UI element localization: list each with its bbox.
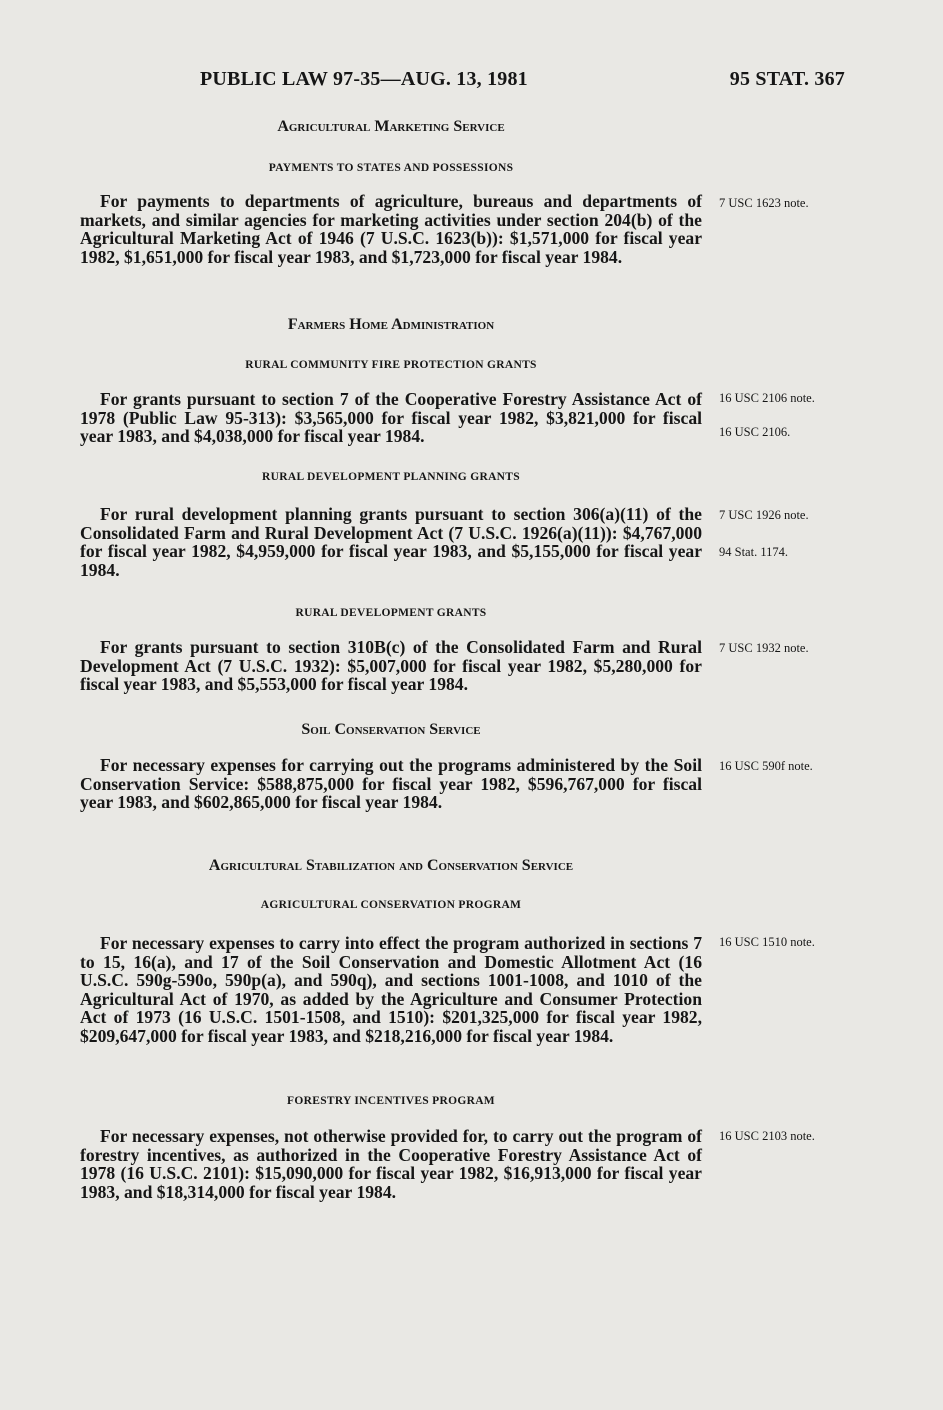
paragraph-planning-grants: For rural development planning grants pursuant to section 306(a)(11) of the Consolidated Farm and Rural Development Act (7 U.S.C. 1926(a)(11)): $4,767,000 for fiscal year 1982, $4,959,000 for fiscal year 1983, and $5,155,000 for fiscal year 1984. [80, 504, 702, 580]
paragraph-conservation-program: For necessary expenses to carry into effect the program authorized in sections 7 to 15, 16(a), and 17 of the Soil Conservation and Domestic Allotment Act (16 U.S.C. 590g-590o, 590p(a), and 590q), and sections 1001-1008, and 1010 of the Agricultural Act of 1970, as added by the Agriculture and Consumer Protection Act of 1973 (16 U.S.C. 1501-1508, and 1510): $201,325,000 for fiscal year 1982, $209,647,000 for fiscal year 1983, and $218,216,000 for fiscal year 1984. [80, 933, 702, 1046]
margin-note-fire-protection-b: 16 USC 2106. [719, 425, 791, 439]
paragraph-fire-protection: For grants pursuant to section 7 of the Cooperative Forestry Assistance Act of 1978 (Public Law 95-313): $3,565,000 for fiscal year 1982, $3,821,000 for fiscal year 1983, and $4,038,000 for fiscal year 1984. [80, 389, 702, 447]
section-title-ams: Agricultural Marketing Service [277, 118, 505, 135]
section-title-ascs: Agricultural Stabilization and Conservation Service [208, 857, 574, 874]
subsection-title-fire-protection: RURAL COMMUNITY FIRE PROTECTION GRANTS [245, 359, 537, 371]
subsection-title-forestry-incentives: FORESTRY INCENTIVES PROGRAM [287, 1095, 495, 1107]
margin-note-fire-protection-a: 16 USC 2106 note. [719, 391, 815, 405]
margin-note-planning-grants-b: 94 Stat. 1174. [719, 545, 788, 559]
subsection-title-payments: PAYMENTS TO STATES AND POSSESSIONS [268, 162, 514, 174]
subsection-title-development-grants: RURAL DEVELOPMENT GRANTS [295, 607, 487, 619]
paragraph-forestry-incentives: For necessary expenses, not otherwise provided for, to carry out the program of forestry incentives, as authorized in the Cooperative Forestry Assistance Act of 1978 (16 U.S.C. 2101): $15,090,000 for fiscal year 1982, $16,913,000 for fiscal year 1983, and $18,314,000 for fiscal year 1984. [80, 1126, 702, 1202]
public-law-heading: PUBLIC LAW 97-35—AUG. 13, 1981 [200, 68, 528, 90]
margin-note-planning-grants-a: 7 USC 1926 note. [719, 508, 809, 522]
subsection-title-planning-grants: RURAL DEVELOPMENT PLANNING GRANTS [262, 471, 520, 483]
margin-note-development-grants: 7 USC 1932 note. [719, 641, 809, 655]
paragraph-scs: For necessary expenses for carrying out the programs administered by the Soil Conservation Service: $588,875,000 for fiscal year 1982, $596,767,000 for fiscal year 1983, and $602,865,000 for fiscal year 1984. [80, 755, 702, 813]
margin-note-payments: 7 USC 1623 note. [719, 196, 809, 210]
section-title-scs: Soil Conservation Service [301, 721, 481, 738]
margin-note-conservation-program: 16 USC 1510 note. [719, 935, 815, 949]
statute-page-number: 95 STAT. 367 [729, 68, 845, 90]
paragraph-payments: For payments to departments of agriculture, bureaus and departments of markets, and similar agencies for marketing activities under section 204(b) of the Agricultural Marketing Act of 1946 (7 U.S.C. 1623(b)): $1,571,000 for fiscal year 1982, $1,651,000 for fiscal year 1983, and $1,723,000 for fiscal year 1984. [80, 191, 702, 267]
subsection-title-conservation-program: AGRICULTURAL CONSERVATION PROGRAM [260, 899, 522, 911]
section-title-fmha: Farmers Home Administration [287, 316, 495, 333]
margin-note-scs: 16 USC 590f note. [719, 759, 813, 773]
margin-note-forestry-incentives: 16 USC 2103 note. [719, 1129, 815, 1143]
paragraph-development-grants: For grants pursuant to section 310B(c) of the Consolidated Farm and Rural Development Act (7 U.S.C. 1932): $5,007,000 for fiscal year 1982, $5,280,000 for fiscal year 1983, and $5,553,000 for fiscal year 1984. [80, 637, 702, 695]
